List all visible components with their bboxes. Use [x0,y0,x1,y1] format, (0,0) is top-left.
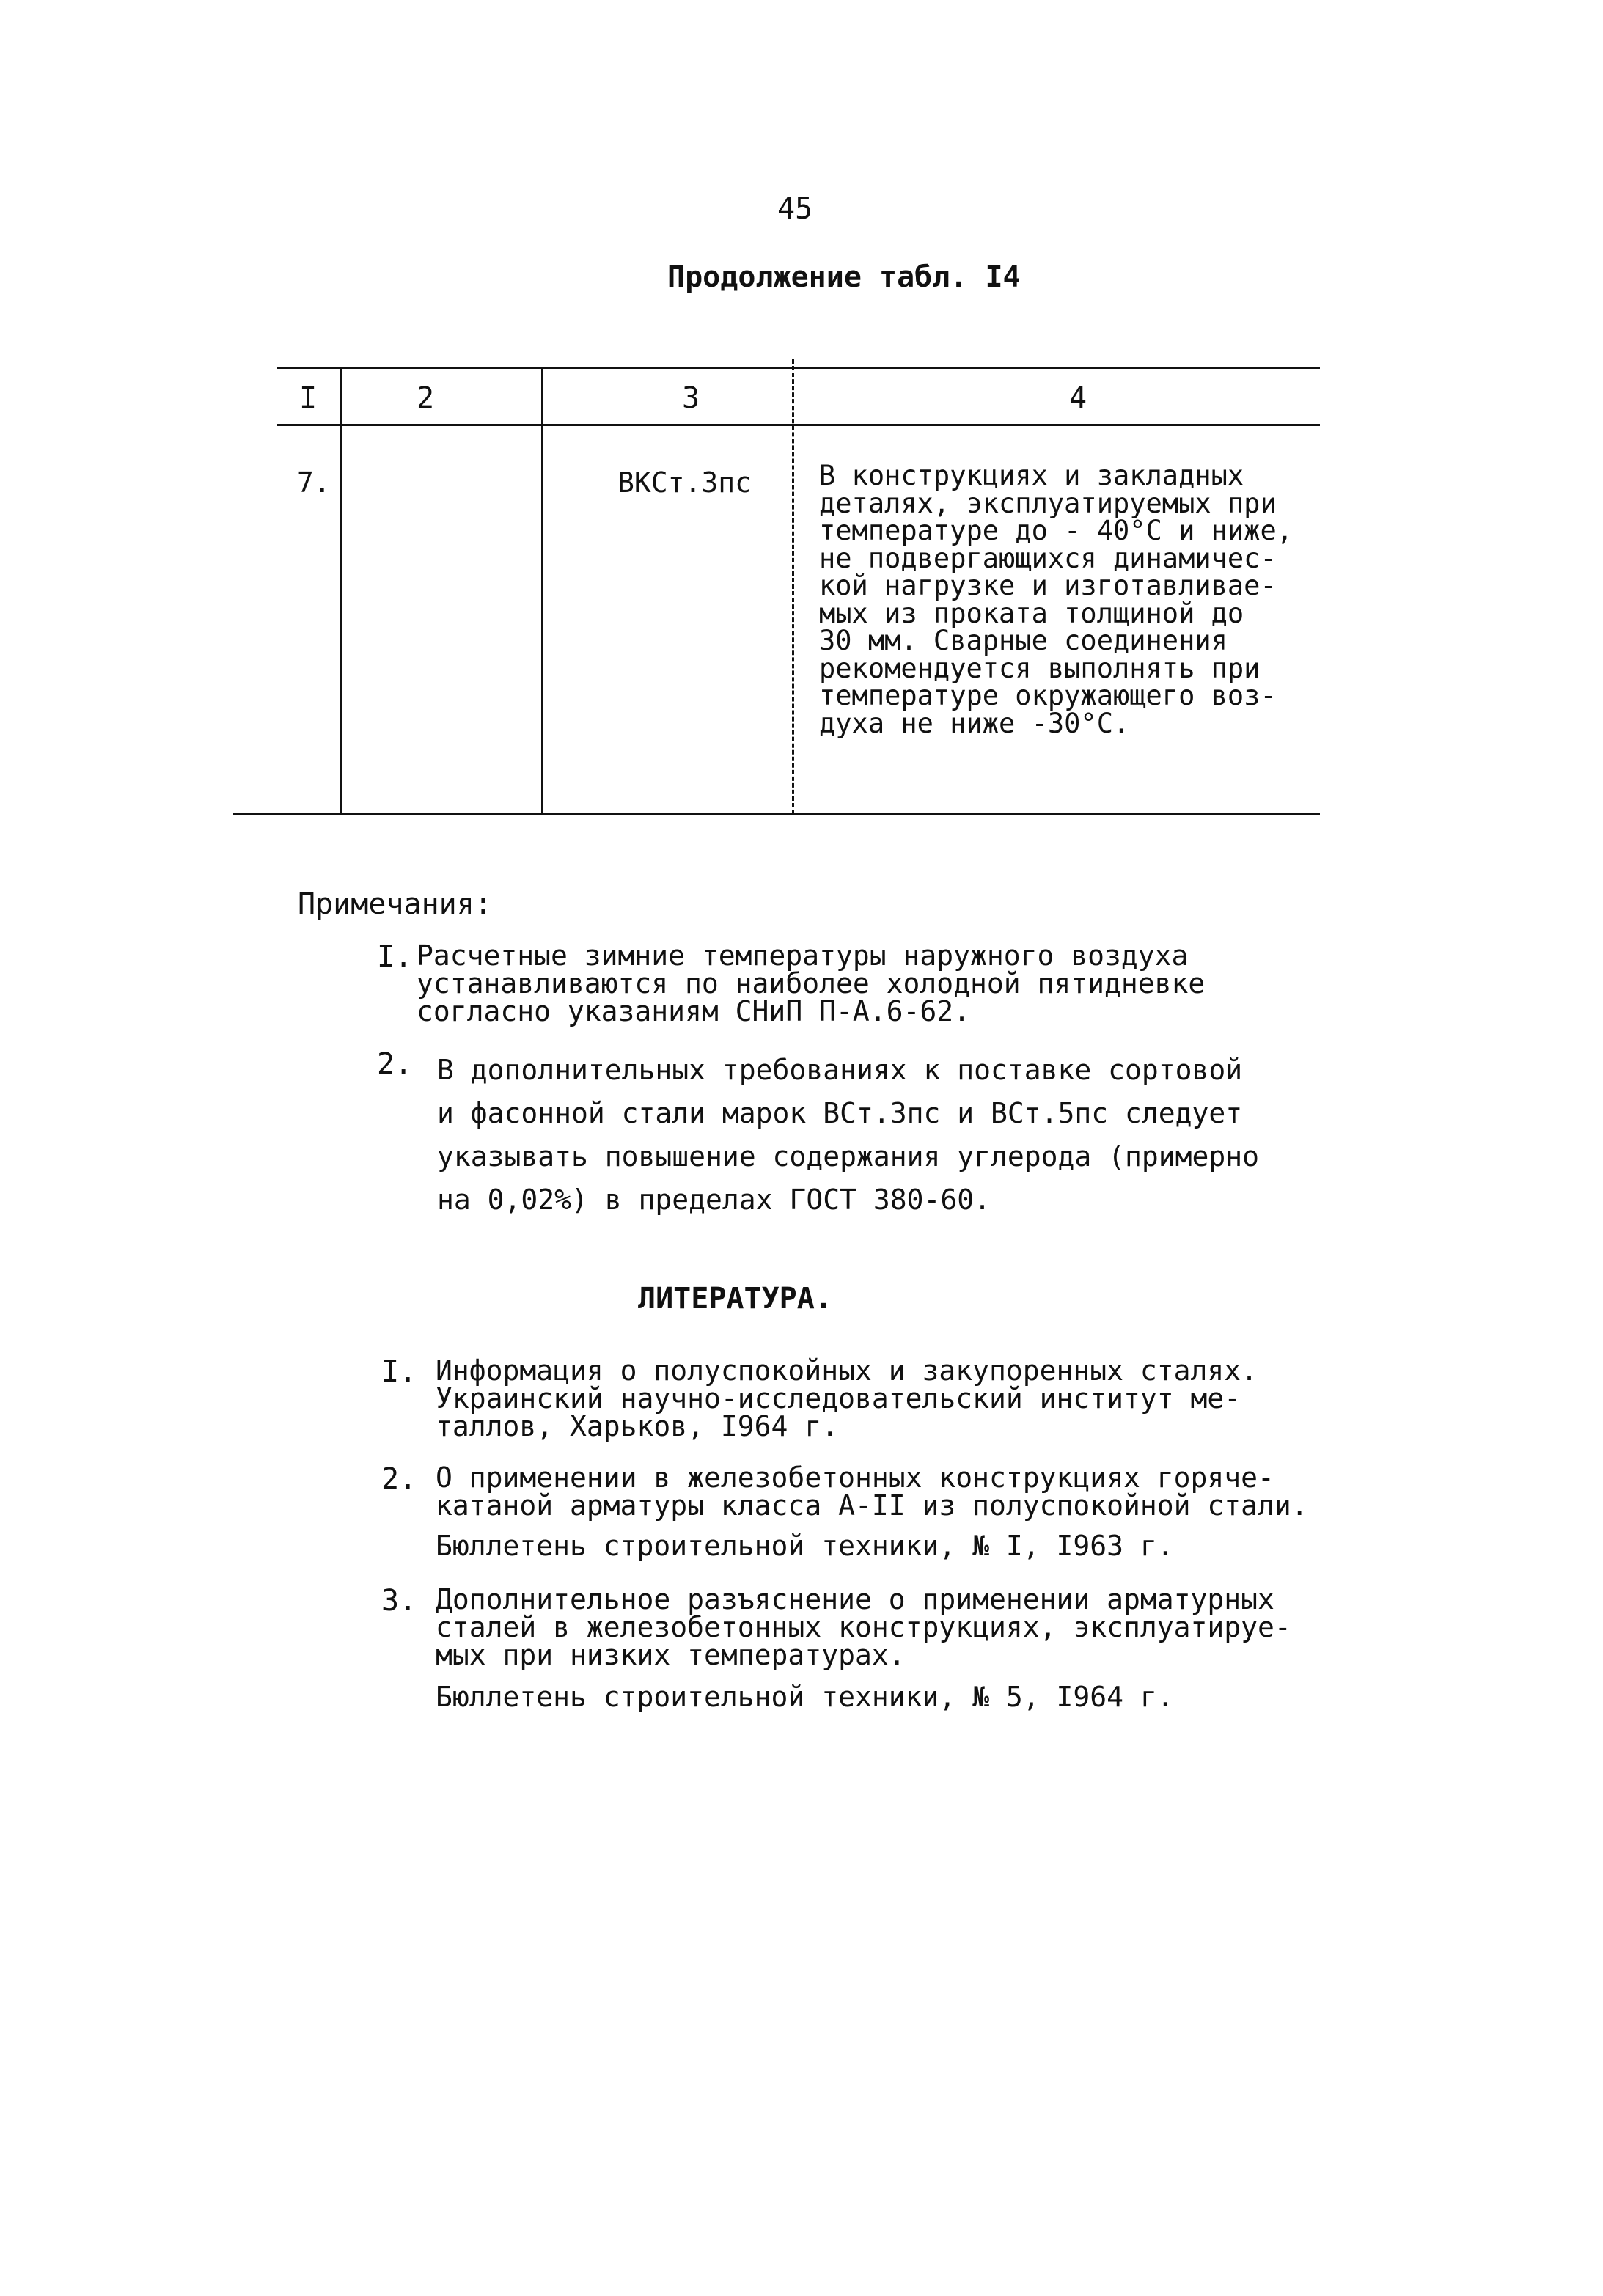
reference-text: О применении в железобетонных конструкциях горяче- катаной арматуры класса А-II из полуспокойной стали. [436,1461,1308,1522]
note-text: Расчетные зимние температуры наружного воздуха устанавливаются по наиболее холодной пятидневке согласно указаниям СНиП П-А.6-62. [417,939,1206,1027]
table-caption: Продолжение табл. I4 [667,260,1021,294]
reference-number: I. [381,1355,417,1389]
note-number: I. [377,940,413,974]
reference-number: 2. [381,1462,417,1496]
literature-heading: ЛИТЕРАТУРА. [638,1282,832,1316]
table-bottom-rule [233,813,1320,815]
table-top-rule [277,367,1320,369]
steel-grade: ВКСт.3пс [617,466,752,499]
application-description: В конструкциях и закладных деталях, эксплуатируемых при температуре до - 40°С и ниже, не подвергающихся динамичес- кой нагрузке и изготавливае- мых из проката толщиной до 30 мм. Сварные соединения рекомендуется выполнять при температуре окружающего воз- духа не ниже -30°С. [819,460,1294,739]
note-text: В дополнительных требованиях к поставке сортовой и фасонной стали марок ВСт.3пс и ВСт.5пс следует указывать повышение содержания углерода (примерно на 0,02%) в пределах ГОСТ 380-60. [437,1054,1260,1216]
reference-source: Бюллетень строительной техники, № 5, I964 г. [436,1681,1174,1713]
note-number: 2. [377,1047,413,1081]
row-number: 7. [297,466,331,499]
table-header-rule [277,424,1320,426]
column-header-4: 4 [1069,381,1087,415]
reference-number: 3. [381,1584,417,1618]
page-number: 45 [777,192,813,226]
column-divider-1 [340,367,342,815]
column-divider-2 [541,367,543,815]
notes-heading: Примечания: [298,887,492,921]
column-header-3: 3 [682,381,700,415]
column-divider-3 [792,359,794,814]
column-header-1: I [299,381,318,415]
reference-text: Дополнительное разъяснение о применении арматурных сталей в железобетонных конструкциях, эксплуатируе- мых при низких температурах. [436,1583,1291,1671]
column-header-2: 2 [417,381,435,415]
reference-text: Информация о полуспокойных и закупоренных сталях. Украинский научно-исследовательский институт ме- таллов, Харьков, I964 г. [436,1354,1258,1442]
reference-source: Бюллетень строительной техники, № I, I963 г. [436,1530,1174,1562]
